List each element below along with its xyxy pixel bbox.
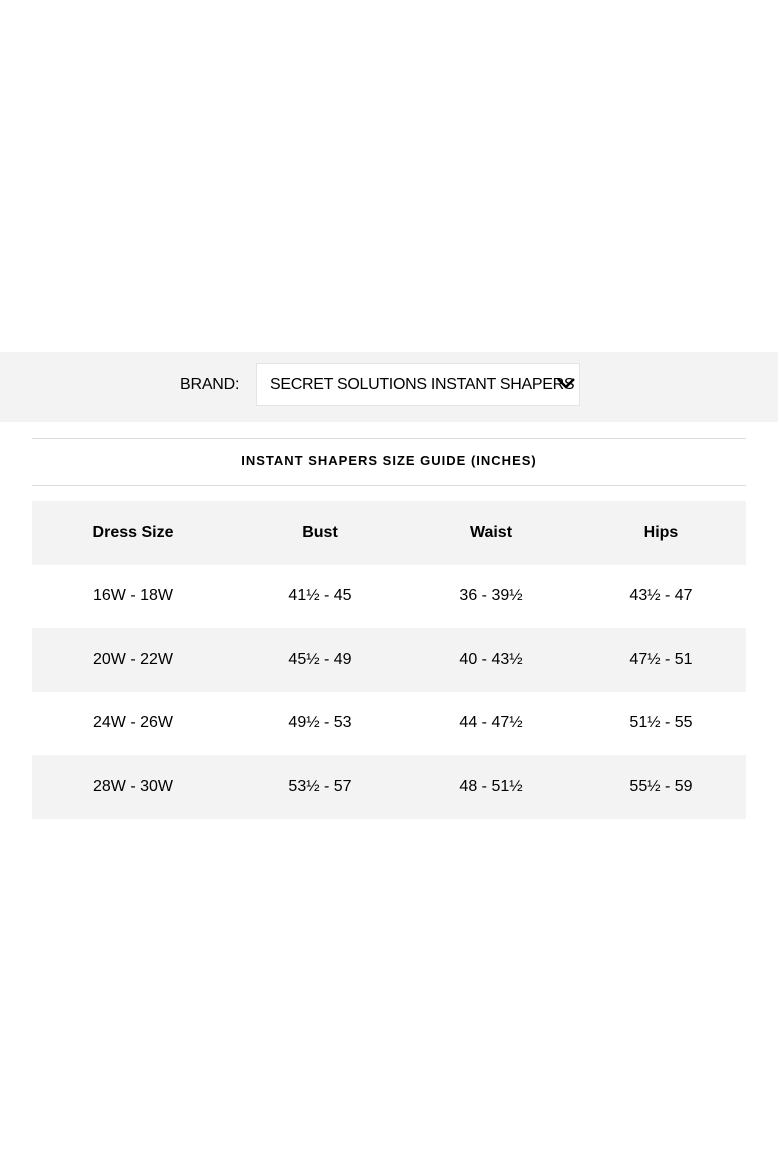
cell-waist: 48 - 51½ <box>406 755 576 819</box>
divider-top <box>32 438 746 439</box>
header-bust: Bust <box>234 501 406 565</box>
header-dress-size: Dress Size <box>32 501 234 565</box>
chevron-down-icon <box>556 376 576 390</box>
cell-dress-size: 16W - 18W <box>92 587 173 605</box>
brand-label: BRAND: <box>180 376 240 393</box>
header-hips: Hips <box>576 501 746 565</box>
cell-dress-size: 24W - 26W <box>92 714 173 732</box>
cell-hips: 47½ - 51 <box>576 628 746 692</box>
cell-waist: 36 - 39½ <box>459 587 523 605</box>
cell-bust: 41½ - 45 <box>288 587 352 605</box>
brand-select[interactable] <box>256 363 580 406</box>
cell-waist: 40 - 43½ <box>406 628 576 692</box>
size-guide-title: INSTANT SHAPERS SIZE GUIDE (INCHES) <box>241 453 537 468</box>
header-waist: Waist <box>406 501 576 565</box>
table-row <box>32 755 746 819</box>
cell-dress-size: 28W - 30W <box>32 755 234 819</box>
cell-bust: 53½ - 57 <box>234 755 406 819</box>
divider-bottom <box>32 485 746 486</box>
size-guide-table <box>32 501 746 819</box>
cell-hips: 55½ - 59 <box>576 755 746 819</box>
table-header-row <box>32 501 746 565</box>
cell-bust: 49½ - 53 <box>288 714 352 732</box>
cell-hips: 43½ - 47 <box>629 587 693 605</box>
cell-dress-size: 20W - 22W <box>32 628 234 692</box>
cell-hips: 51½ - 55 <box>629 714 693 732</box>
cell-waist: 44 - 47½ <box>459 714 523 732</box>
table-row <box>32 692 746 756</box>
brand-select-value: SECRET SOLUTIONS INSTANT SHAPERS <box>270 376 575 393</box>
table-row <box>32 628 746 692</box>
table-row <box>32 565 746 629</box>
cell-bust: 45½ - 49 <box>234 628 406 692</box>
